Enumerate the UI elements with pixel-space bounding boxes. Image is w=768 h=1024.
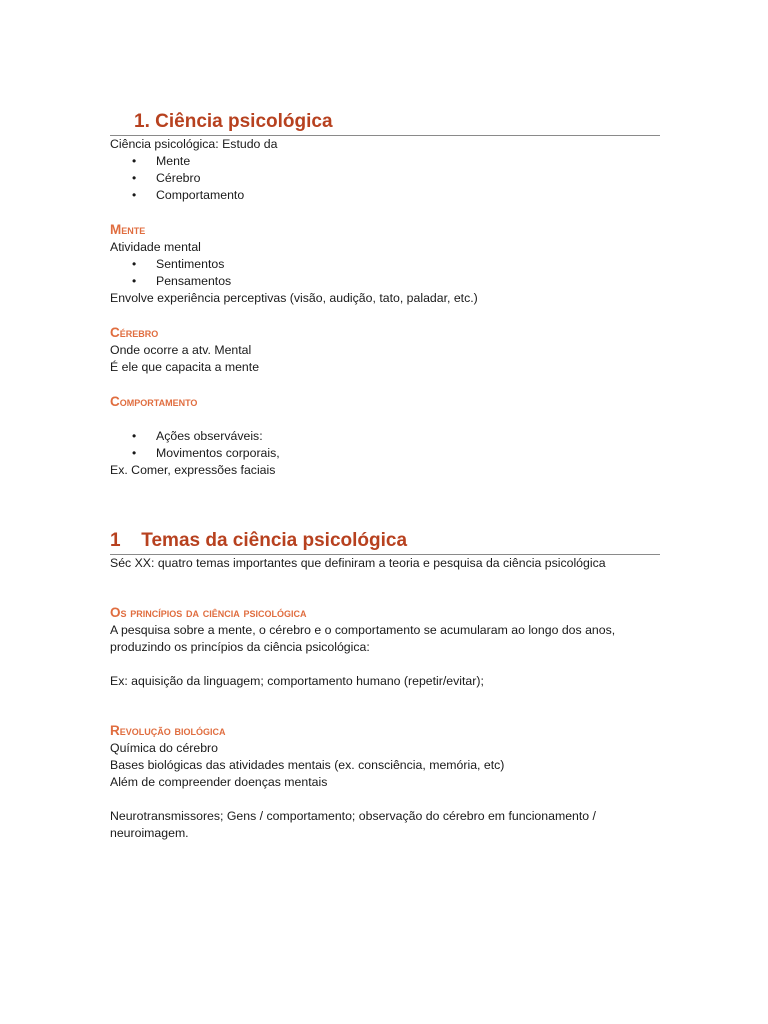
body-text: neuroimagem.: [110, 826, 189, 840]
body-text: Bases biológicas das atividades mentais (ex. consciência, memória, etc): [110, 758, 505, 772]
section-number: 1.: [134, 111, 150, 132]
bullet-list-estudo: [110, 153, 660, 204]
body-text: Atividade mental: [110, 240, 201, 254]
body-text: Ex. Comer, expressões faciais: [110, 463, 276, 477]
body-text: Neurotransmissores; Gens / comportamento; observação do cérebro em funcionamento /: [110, 809, 596, 823]
subheading-principios: Os princípios da ciência psicológica: [110, 605, 307, 620]
subheading-mente: Mente: [110, 222, 146, 237]
document-content: [110, 110, 660, 842]
body-text: Química do cérebro: [110, 741, 218, 755]
list-item: • Movimentos corporais,: [110, 445, 660, 462]
body-text: Onde ocorre a atv. Mental: [110, 343, 252, 357]
body-text: Envolve experiência perceptivas (visão, audição, tato, paladar, etc.): [110, 291, 478, 305]
list-item: • Sentimentos: [110, 256, 660, 273]
intro-text: Séc XX: quatro temas importantes que definiram a teoria e pesquisa da ciência psicológica: [110, 556, 606, 570]
body-text: É ele que capacita a mente: [110, 360, 260, 374]
list-item: • Ações observáveis:: [110, 428, 660, 445]
list-item: • Pensamentos: [110, 273, 660, 290]
list-item: • Cérebro: [110, 170, 660, 187]
list-item: • Comportamento: [110, 187, 660, 204]
body-text: Além de compreender doenças mentais: [110, 775, 328, 789]
bullet-list-comportamento: [110, 428, 660, 462]
section-number: 1: [110, 530, 121, 551]
section-heading-ciencia-psicologica: [110, 110, 660, 136]
subheading-cerebro: Cérebro: [110, 325, 159, 340]
subheading-comportamento: Comportamento: [110, 394, 198, 409]
section-title: Ciência psicológica: [155, 111, 333, 132]
intro-text: Ciência psicológica: Estudo da: [110, 137, 278, 151]
body-text: Ex: aquisição da linguagem; comportamento humano (repetir/evitar);: [110, 674, 484, 688]
section-title: Temas da ciência psicológica: [141, 530, 408, 551]
bullet-list-mente: [110, 256, 660, 290]
subheading-revolucao-biologica: Revolução biológica: [110, 723, 226, 738]
section-heading-temas: [110, 529, 660, 555]
list-item: • Mente: [110, 153, 660, 170]
body-text: A pesquisa sobre a mente, o cérebro e o comportamento se acumularam ao longo dos anos,: [110, 623, 616, 637]
body-text: produzindo os princípios da ciência psicológica:: [110, 640, 370, 654]
